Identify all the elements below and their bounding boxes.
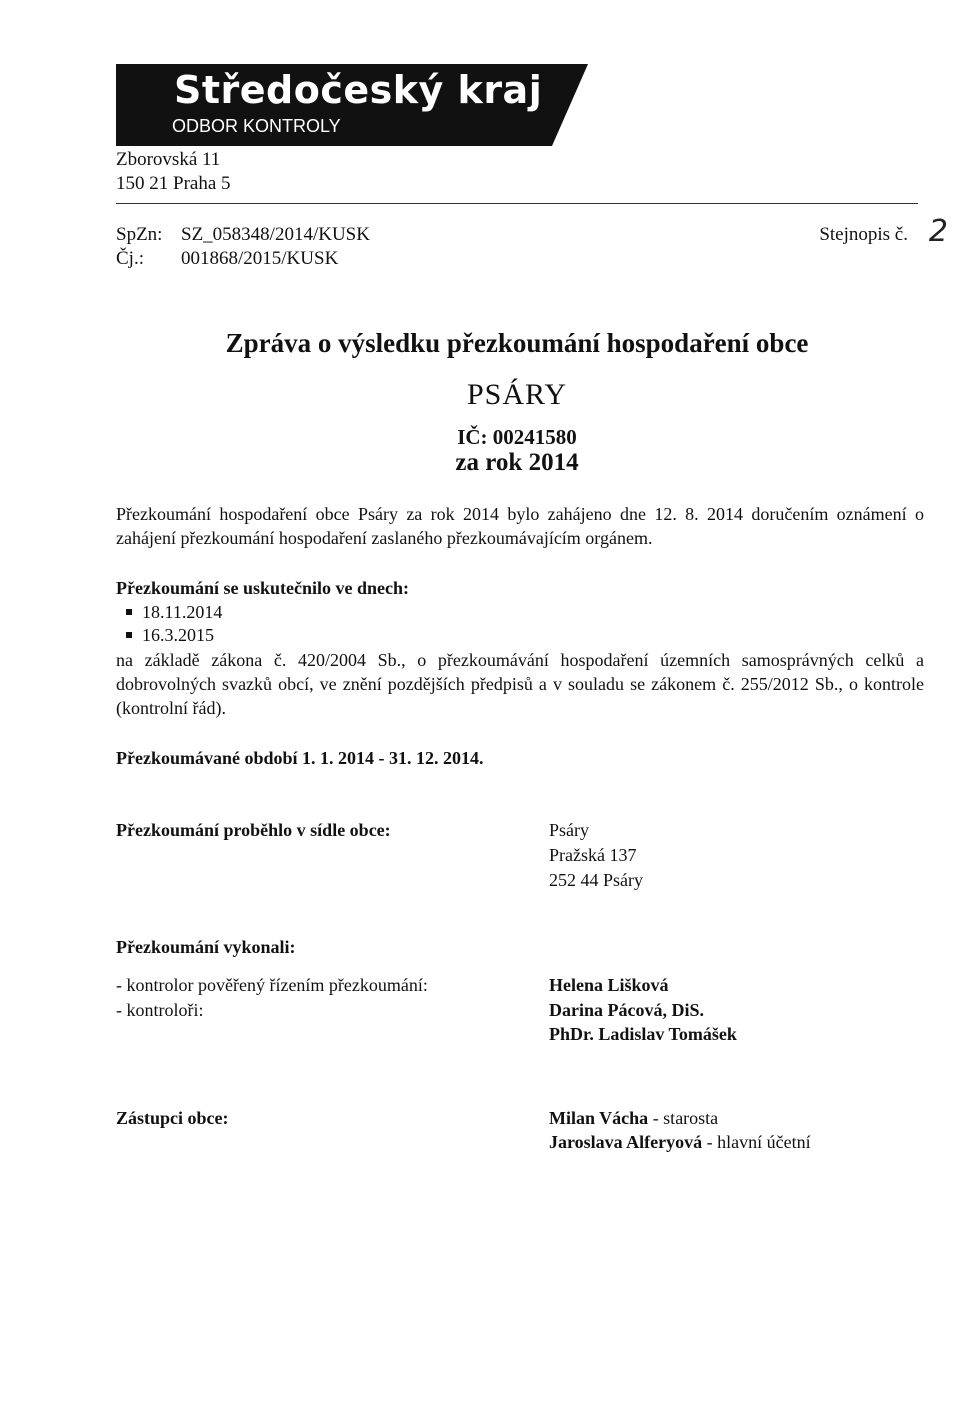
address-line-1: Zborovská 11 — [116, 149, 221, 170]
logo-department: ODBOR KONTROLY — [172, 116, 341, 136]
role-label: - kontrolor pověřený řízením přezkoumání: — [116, 975, 428, 995]
legal-basis-paragraph: na základě zákona č. 420/2004 Sb., o přezkoumávání hospodaření územních samosprávných celků a dobrovolných svazků obcí, ve znění pozdějších předpisů a v souladu se zákonem č. 255/2012 Sb., o kontrole (kontrolní řád). — [116, 650, 924, 718]
copy-label: Stejnopis č. — [819, 224, 908, 245]
representative-role: - hlavní účetní — [702, 1132, 811, 1152]
representative-row — [549, 1106, 718, 1130]
role-label: - kontroloři: — [116, 1000, 204, 1020]
review-period: Přezkoumávané období 1. 1. 2014 - 31. 12. 2014. — [116, 748, 484, 768]
location-label: Přezkoumání proběhlo v sídle obce: — [116, 820, 391, 840]
document-title: Zpráva o výsledku přezkoumání hospodaření obce — [225, 328, 809, 358]
bullet-icon — [126, 609, 132, 615]
inspector-name: Darina Pácová, DiS. — [549, 1000, 704, 1020]
copy-number-handwritten: 2 — [928, 214, 948, 249]
date-item — [126, 625, 214, 646]
bullet-icon — [126, 632, 132, 638]
date-text: 16.3.2015 — [142, 625, 214, 645]
dates-heading: Přezkoumání se uskutečnilo ve dnech: — [116, 578, 410, 598]
representatives-label: Zástupci obce: — [116, 1108, 229, 1128]
date-text: 18.11.2014 — [142, 602, 223, 622]
spzn-value: SZ_058348/2014/KUSK — [181, 224, 370, 245]
inspector-name: PhDr. Ladislav Tomášek — [549, 1024, 737, 1044]
regional-logo — [116, 64, 588, 146]
municipality-name: PSÁRY — [466, 378, 568, 411]
spzn-label: SpZn: — [116, 224, 163, 245]
representative-name: Milan Vácha — [549, 1108, 649, 1128]
cj-value: 001868/2015/KUSK — [181, 248, 339, 269]
header-divider — [116, 203, 918, 204]
location-line: 252 44 Psáry — [549, 870, 643, 890]
report-year: za rok 2014 — [455, 449, 579, 476]
representative-row — [549, 1130, 811, 1154]
representative-name: Jaroslava Alferyová — [549, 1132, 703, 1152]
inspector-name: Helena Lišková — [549, 975, 669, 995]
location-line: Psáry — [549, 820, 589, 840]
representative-role: - starosta — [648, 1108, 719, 1128]
location-line: Pražská 137 — [549, 845, 637, 865]
address-line-2: 150 21 Praha 5 — [116, 173, 231, 194]
municipality-ico: IČ: 00241580 — [457, 425, 577, 449]
performed-by-heading: Přezkoumání vykonali: — [116, 937, 296, 957]
logo-title: Středočeský kraj — [174, 68, 543, 112]
date-item — [126, 602, 222, 623]
cj-label: Čj.: — [116, 248, 144, 269]
intro-paragraph: Přezkoumání hospodaření obce Psáry za rok 2014 bylo zahájeno dne 12. 8. 2014 doručením oznámení o zahájení přezkoumání hospodaření zaslaného přezkoumávajícím orgánem. — [116, 504, 924, 548]
